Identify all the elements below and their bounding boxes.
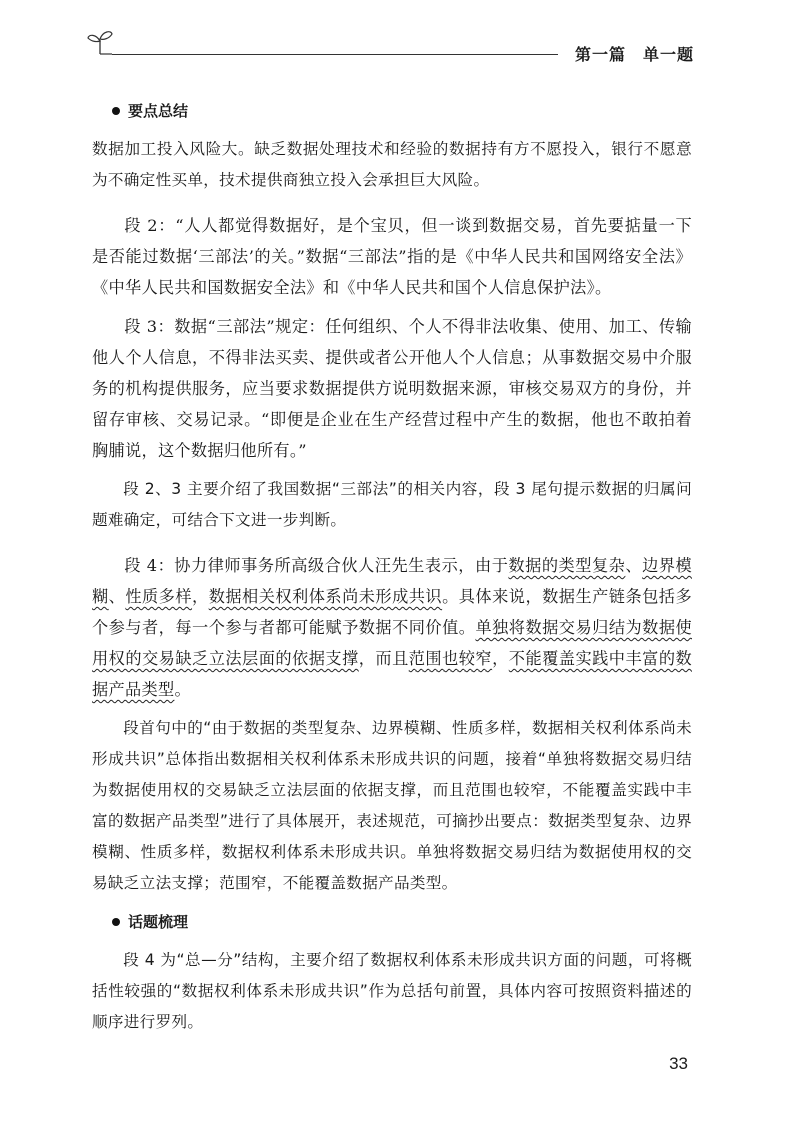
wavy-underline-phrase: 性质多样 — [125, 587, 193, 606]
page-body — [92, 96, 692, 1038]
chapter-title: 第一篇 单一题 — [574, 45, 694, 64]
paragraph-2: 段 2：“人人都觉得数据好，是个宝贝，但一谈到数据交易，首先要掂量一下是否能过数据‘三部法’的关。”数据“三部法”指的是《中华人民共和国网络安全法》《中华人民共和国数据安全法》和《中华人民共和国个人信息保护法》。 — [92, 216, 692, 297]
page-number: 33 — [669, 1054, 688, 1073]
header-rule-dashed — [500, 54, 558, 55]
wavy-underline-phrase: 不能覆盖实践中丰富的数据产品类型 — [92, 649, 692, 699]
header-rule — [112, 54, 558, 55]
wavy-underline-phrase: 范围也较窄 — [408, 649, 493, 668]
paragraph-4: 段 4：协力律师事务所高级合伙人汪先生表示，由于数据的类型复杂、边界模糊、性质多样，数据相关权利体系尚未形成共识。具体来说，数据生产链条包括多个参与者，每一个参与者都可能赋予数据不同价值。单独将数据交易归结为数据使用权的交易缺乏立法层面的依据支撑，而且范围也较窄，不能覆盖实践中丰富的数据产品类型。 — [92, 556, 692, 699]
summary-text: 数据加工投入风险大。缺乏数据处理技术和经验的数据持有方不愿投入，银行不愿意为不确定性买单，技术提供商独立投入会承担巨大风险。 — [92, 140, 692, 189]
wavy-underline-phrase: 数据的类型复杂 — [508, 556, 626, 575]
wavy-underline-phrase: 边界模糊 — [92, 556, 692, 606]
topic-text: 段 4 为“总—分”结构，主要介绍了数据权利体系未形成共识方面的问题，可将概括性较强的“数据权利体系未形成共识”作为总括句前置，具体内容可按照资料描述的顺序进行罗列。 — [92, 951, 692, 1031]
bullet-icon — [112, 918, 120, 926]
section-heading-label: 要点总结 — [128, 102, 189, 120]
wavy-underline-phrase: 数据相关权利体系尚未形成共识 — [208, 587, 443, 606]
section-heading-summary — [92, 96, 692, 126]
analysis-para-4: 段首句中的“由于数据的类型复杂、边界模糊、性质多样，数据相关权利体系尚未形成共识”总体指出数据相关权利体系未形成共识的问题，接着“单独将数据交易归结为数据使用权的交易缺乏立法层面的依据支撑，而且范围也较窄，不能覆盖实践中丰富的数据产品类型”进行了具体展开，表述规范，可摘抄出要点：数据类型复杂、边界模糊、性质多样，数据权利体系未形成共识。单独将数据交易归结为数据使用权的交易缺乏立法支撑；范围窄，不能覆盖数据产品类型。 — [92, 719, 692, 892]
paragraph-3: 段 3：数据“三部法”规定：任何组织、个人不得非法收集、使用、加工、传输他人个人信息，不得非法买卖、提供或者公开他人个人信息；从事数据交易中介服务的机构提供服务，应当要求数据提供方说明数据来源，审核交易双方的身份，并留存审核、交易记录。“即便是企业在生产经营过程中产生的数据，他也不敢拍着胸脯说，这个数据归他所有。” — [92, 317, 692, 460]
page-header — [0, 0, 800, 80]
wavy-underline-phrase: 单独将数据交易归结为数据使用权的交易缺乏立法层面的依据支撑 — [92, 618, 692, 668]
section-heading-topic — [92, 907, 692, 937]
bullet-icon — [112, 107, 120, 115]
analysis-para-2-3: 段 2、3 主要介绍了我国数据“三部法”的相关内容，段 3 尾句提示数据的归属问题难确定，可结合下文进一步判断。 — [92, 480, 692, 529]
section-heading-label: 话题梳理 — [128, 913, 189, 931]
sprout-icon — [86, 26, 114, 56]
